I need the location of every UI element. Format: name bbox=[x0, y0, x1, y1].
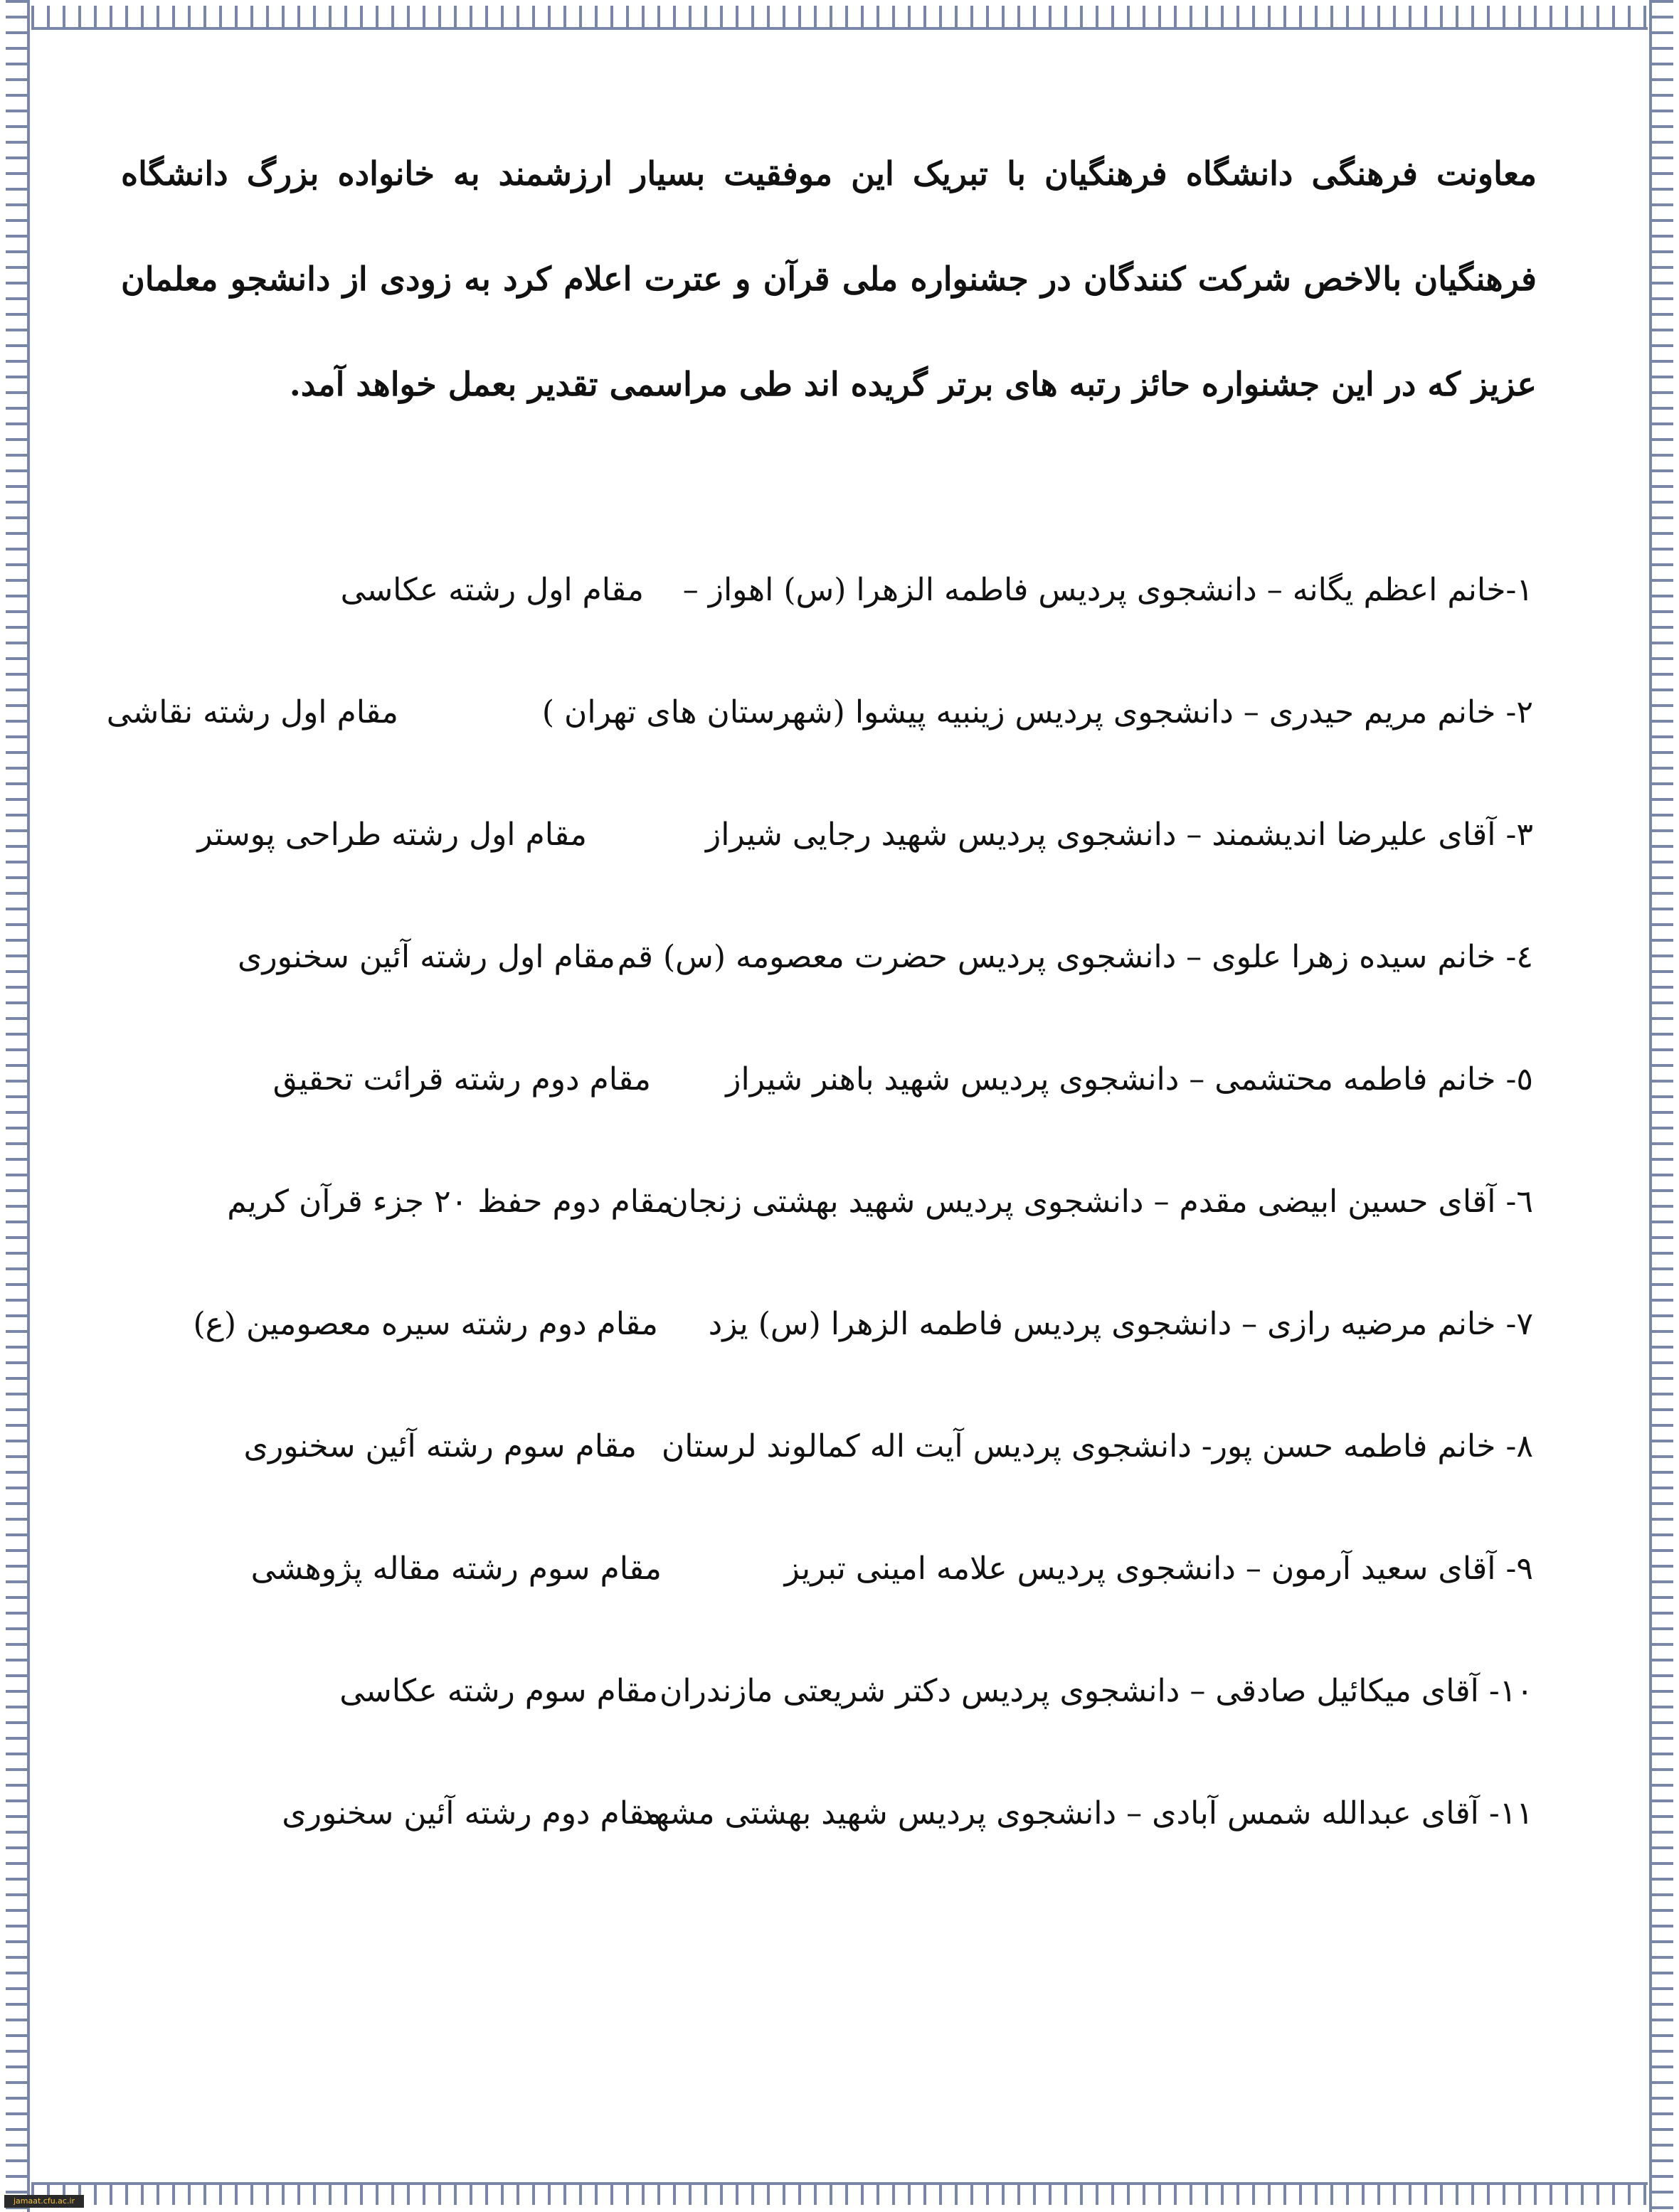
source-watermark: jamaat.cfu.ac.ir bbox=[4, 2195, 84, 2208]
decorative-border-right bbox=[1648, 0, 1679, 2212]
winner-entry bbox=[103, 1778, 1533, 1900]
winner-rank: مقام دوم رشته سیره معصومین (ع) bbox=[193, 1306, 658, 1342]
winner-rank: مقام سوم رشته آئین سخنوری bbox=[243, 1428, 637, 1464]
winner-name: ۱۰- آقای میکائیل صادقی – دانشجوی پردیس دکتر شریعتی مازندران bbox=[660, 1673, 1533, 1709]
winner-entry bbox=[103, 677, 1533, 799]
winner-entry bbox=[103, 1289, 1533, 1411]
winner-name: ۳- آقای علیرضا اندیشمند – دانشجوی پردیس شهید رجایی شیراز bbox=[705, 817, 1533, 853]
winner-entry bbox=[103, 555, 1533, 677]
winner-rank: مقام سوم رشته مقاله پژوهشی bbox=[250, 1551, 662, 1587]
winner-entry bbox=[103, 1656, 1533, 1778]
winner-name: ٤- خانم سیده زهرا علوی – دانشجوی پردیس حضرت معصومه (س) قم bbox=[617, 939, 1533, 975]
winner-entry bbox=[103, 1044, 1533, 1166]
decorative-border-left bbox=[0, 0, 31, 2212]
winner-name: ٥- خانم فاطمه محتشمی – دانشجوی پردیس شهید باهنر شیراز bbox=[726, 1061, 1533, 1097]
winner-rank: مقام اول رشته طراحی پوستر bbox=[197, 817, 587, 853]
winner-name: ۲- خانم مریم حیدری – دانشجوی پردیس زینبیه پیشوا (شهرستان های تهران ) bbox=[541, 694, 1533, 730]
winner-rank: مقام اول رشته عکاسی bbox=[340, 572, 644, 608]
winner-entry bbox=[103, 1533, 1533, 1656]
intro-paragraph bbox=[121, 121, 1537, 437]
winner-rank: مقام دوم رشته قرائت تحقیق bbox=[272, 1061, 651, 1097]
winner-name: ۹- آقای سعید آرمون – دانشجوی پردیس علامه امینی تبریز bbox=[784, 1551, 1533, 1587]
winner-rank: مقام سوم رشته عکاسی bbox=[339, 1673, 658, 1709]
winner-entry bbox=[103, 799, 1533, 922]
winner-entry bbox=[103, 1411, 1533, 1533]
winner-rank: مقام اول رشته آئین سخنوری bbox=[237, 939, 615, 975]
winner-name: ۱۱- آقای عبدالله شمس آبادی – دانشجوی پردیس شهید بهشتی مشهد bbox=[639, 1795, 1533, 1831]
winner-name: ۸- خانم فاطمه حسن پور- دانشجوی پردیس آیت اله کمالوند لرستان bbox=[661, 1428, 1533, 1464]
decorative-border-top bbox=[0, 0, 1679, 31]
winner-name: ۷- خانم مرضیه رازی – دانشجوی پردیس فاطمه الزهرا (س) یزد bbox=[708, 1306, 1533, 1342]
winner-name: ٦- آقای حسین ابیضی مقدم – دانشجوی پردیس شهید بهشتی زنجان bbox=[665, 1184, 1533, 1220]
winner-rank: مقام اول رشته نقاشی bbox=[106, 694, 398, 730]
winner-entry bbox=[103, 922, 1533, 1044]
winner-entry bbox=[103, 1166, 1533, 1289]
decorative-border-bottom bbox=[0, 2181, 1679, 2212]
winner-rank: مقام دوم حفظ ۲۰ جزء قرآن کریم bbox=[227, 1184, 672, 1220]
winners-list bbox=[103, 555, 1533, 1900]
winner-rank: مقام دوم رشته آئین سخنوری bbox=[282, 1795, 662, 1831]
winner-name: ۱-خانم اعظم یگانه – دانشجوی پردیس فاطمه الزهرا (س) اهواز – bbox=[682, 572, 1533, 608]
intro-text: معاونت فرهنگی دانشگاه فرهنگیان با تبریک این موفقیت بسیار ارزشمند به خانواده بزرگ دانشگاه فرهنگیان بالاخص شرکت کنندگان در جشنواره ملی قرآن و عترت اعلام کرد به زودی از دانشجو معلمان عزیز که در این جشنواره حائز رتبه های برتر گریده اند طی مراسمی تقدیر بعمل خواهد آمد. bbox=[121, 154, 1537, 403]
